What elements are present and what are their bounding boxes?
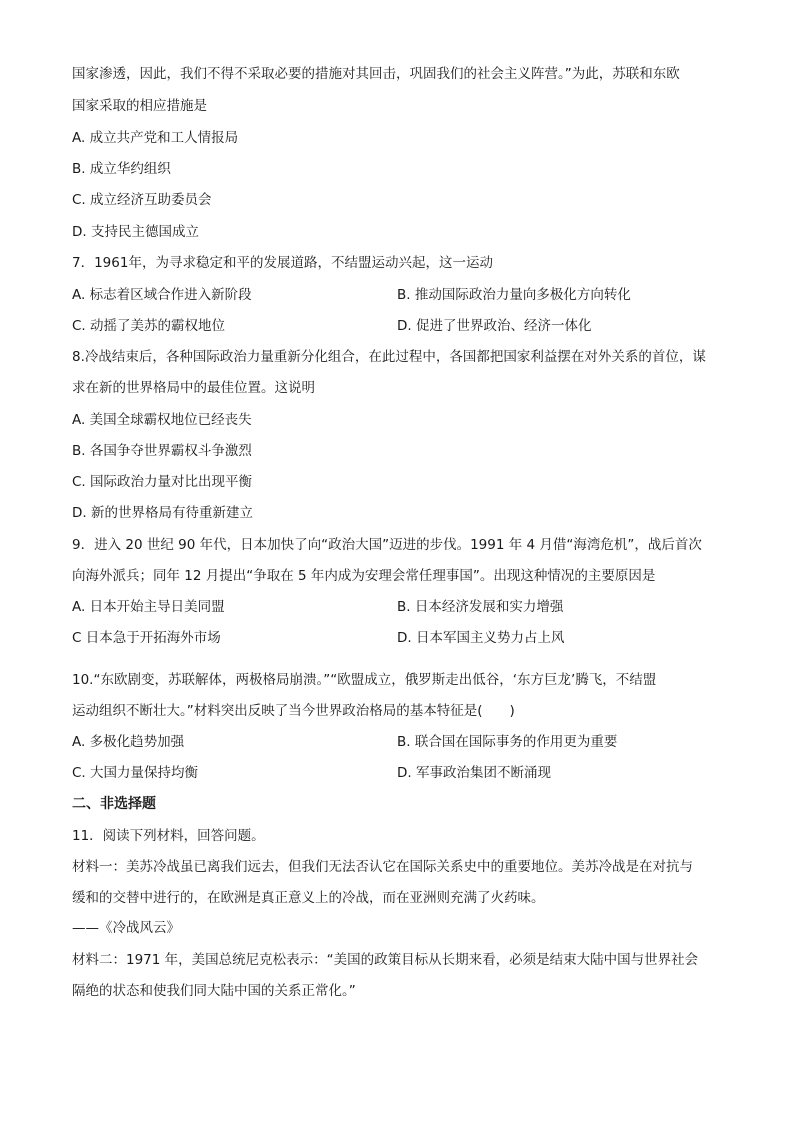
q8-option-d: D. 新的世界格局有待重新建立 xyxy=(72,505,253,521)
q11-material1-line1: 材料一：美苏冷战虽已离我们远去，但我们无法否认它在国际关系史中的重要地位。美苏冷战是在对抗与 xyxy=(72,859,693,875)
q7-stem: 7．1961年，为寻求稳定和平的发展道路，不结盟运动兴起，这一运动 xyxy=(72,255,493,271)
q10-option-d: D. 军事政治集团不断涌现 xyxy=(397,765,551,781)
q9-option-c: C 日本急于开拓海外市场 xyxy=(72,630,221,646)
q6-option-c: C. 成立经济互助委员会 xyxy=(72,192,212,208)
q11-stem: 11．阅读下列材料，回答问题。 xyxy=(72,828,265,844)
q9-option-d: D. 日本军国主义势力占上风 xyxy=(397,630,565,646)
q11-material2-line2: 隔绝的状态和使我们同大陆中国的关系正常化。” xyxy=(72,983,356,999)
q10-option-a: A. 多极化趋势加强 xyxy=(72,734,185,750)
q11-material2-line1: 材料二：1971 年，美国总统尼克松表示：“美国的政策目标从长期来看，必须是结束大陆中国与世界社会 xyxy=(72,952,699,968)
q9-option-a: A. 日本开始主导日美同盟 xyxy=(72,599,225,615)
q8-option-b: B. 各国争夺世界霸权斗争激烈 xyxy=(72,443,252,459)
q6-stem-line2: 国家采取的相应措施是 xyxy=(72,98,207,114)
q11-material1-source: ——《冷战风云》 xyxy=(72,920,180,936)
q8-option-a: A. 美国全球霸权地位已经丧失 xyxy=(72,412,252,428)
q6-option-b: B. 成立华约组织 xyxy=(72,161,171,177)
q10-stem-line2: 运动组织不断壮大。”材料突出反映了当今世界政治格局的基本特征是( ) xyxy=(72,703,515,719)
q6-option-a: A. 成立共产党和工人情报局 xyxy=(72,130,239,146)
q10-stem-line1: 10.“东欧剧变，苏联解体，两极格局崩溃。”“欧盟成立，俄罗斯走出低谷，‘东方巨龙’腾飞，不结盟 xyxy=(72,672,657,688)
q8-stem-line1: 8.冷战结束后，各种国际政治力量重新分化组合，在此过程中，各国都把国家利益摆在对外关系的首位，谋 xyxy=(72,349,706,365)
q7-option-c: C. 动摇了美苏的霸权地位 xyxy=(72,318,226,334)
q10-option-c: C. 大国力量保持均衡 xyxy=(72,765,199,781)
q8-stem-line2: 求在新的世界格局中的最佳位置。这说明 xyxy=(72,380,315,396)
section-title: 二、非选择题 xyxy=(72,796,156,812)
q8-option-c: C. 国际政治力量对比出现平衡 xyxy=(72,474,253,490)
q6-stem-line1: 国家渗透，因此，我们不得不采取必要的措施对其回击，巩固我们的社会主义阵营。”为此，苏联和东欧 xyxy=(72,66,680,82)
q9-option-b: B. 日本经济发展和实力增强 xyxy=(397,599,564,615)
q6-option-d: D. 支持民主德国成立 xyxy=(72,224,199,240)
q10-option-b: B. 联合国在国际事务的作用更为重要 xyxy=(397,734,618,750)
q7-option-b: B. 推动国际政治力量向多极化方向转化 xyxy=(397,287,631,303)
q7-option-a: A. 标志着区域合作进入新阶段 xyxy=(72,287,252,303)
q11-material1-line2: 缓和的交替中进行的，在欧洲是真正意义上的冷战，而在亚洲则充满了火药味。 xyxy=(72,890,545,906)
q9-stem-line1: 9．进入 20 世纪 90 年代，日本加快了向“政治大国”迈进的步伐。1991 年 4 月借“海湾危机”，战后首次 xyxy=(72,537,702,553)
q9-stem-line2: 向海外派兵；同年 12 月提出“争取在 5 年内成为安理会常任理事国”。出现这种情况的主要原因是 xyxy=(72,568,656,584)
q7-option-d: D. 促进了世界政治、经济一体化 xyxy=(397,318,592,334)
